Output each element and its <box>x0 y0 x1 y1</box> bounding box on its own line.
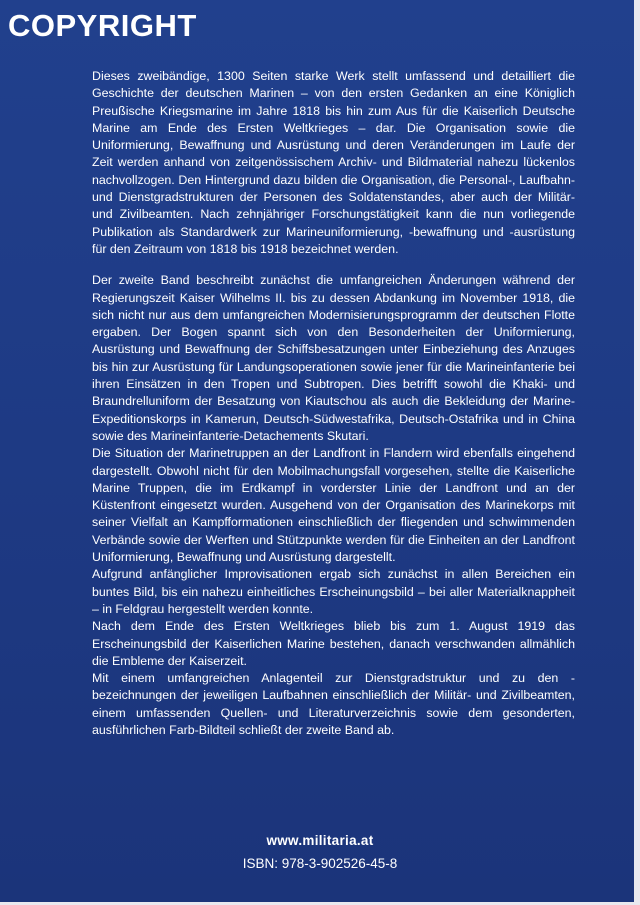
paragraph-post-war: Nach dem Ende des Ersten Weltkrieges blieb bis zum 1. August 1919 das Erscheinungsbild der Kaiserlichen Marine bestehen, danach verschwanden allmählich die Embleme der Kaiserzeit. <box>92 619 575 668</box>
paragraph-appendix: Mit einem umfangreichen Anlagenteil zur Dienstgradstruktur und zu den -bezeichnungen der jeweiligen Laufbahnen einschließlich der Militär- und Zivilbeamten, einem umfassenden Quellen- und Literaturverzeichnis sowie dem gesonderten, ausführlichen Farb-Bildteil schließt der zweite Band ab. <box>92 671 575 737</box>
page-edge-right <box>634 0 640 905</box>
paragraph-improvisation: Aufgrund anfänglicher Improvisationen ergab sich zunächst in allen Bereichen ein buntes Bild, bis ein nahezu einheitliches Erscheinungsbild – bei aller Materialknappheit – in Feldgrau hergestellt werden konnte. <box>92 567 575 616</box>
paragraph-intro: Dieses zweibändige, 1300 Seiten starke Werk stellt umfassend und detailliert die Geschichte der deutschen Marinen – von den ersten Gedanken an eine Königlich Preußische Kriegsmarine im Jahre 1818 bis hin zum Aus für die Kaiserlich Deutsche Marine am Ende des Ersten Weltkrieges – dar. Die Organisation sowie die Uniformierung, Bewaffnung und Ausrüstung und deren Veränderungen im Laufe der Zeit werden anhand von zeitgenössischem Archiv- und Bildmaterial nahezu lückenlos nachvollzogen. Den Hintergrund dazu bilden die Organisation, die Personal-, Laufbahn- und Dienstgradstrukturen der Personen des Soldatenstandes, aber auch der Militär- und Zivilbeamten. Nach zehnjähriger Forschungstätigkeit kann die nun vorliegende Publikation als Standardwerk zur Marineuniformierung, -bewaffnung und -ausrüstung für den Zeitraum von 1818 bis 1918 bezeichnet werden. <box>92 69 575 256</box>
copyright-watermark: COPYRIGHT <box>8 8 197 43</box>
paragraph-flanders: Die Situation der Marinetruppen an der Landfront in Flandern wird ebenfalls eingehend dargestellt. Obwohl nicht für den Mobilmachungsfall vorgesehen, stellte die Kaiserliche Marine Truppen, die im Erdkampf in vorderster Linie der Landfront und an der Küstenfront eingesetzt wurden. Ausgehend von der Organisation des Marinekorps mit seiner Vielfalt an Kampfformationen einschließlich der fliegenden und schwimmenden Verbände sowie der Werften und Stützpunkte werden für die Einheiten an der Landfront Uniformierung, Bewaffnung und Ausrüstung dargestellt. <box>92 446 575 565</box>
paragraph-volume-two: Der zweite Band beschreibt zunächst die umfangreichen Änderungen während der Regierungszeit Kaiser Wilhelms II. bis zu dessen Abdankung im November 1918, die sich nicht nur aus dem umfangreichen Modernisierungsprogramm der deutschen Flotte ergaben. Der Bogen spannt sich von den Besonderheiten der Uniformierung, Ausrüstung und Bewaffnung der Schiffsbesatzungen unter Einbeziehung des Anzuges bis hin zur Ausrüstung für Landungsoperationen sowie jener für die Marineinfanterie bei ihren Einsätzen in den Tropen und Subtropen. Dies betrifft sowohl die Khaki- und Braundrelluniform der Besatzung von Kiautschou als auch die Bekleidung der Marine-Expeditionskorps in Kamerun, Deutsch-Südwestafrika, Deutsch-Ostafrika und in China sowie des Marineinfanterie-Detachements Skutari. <box>92 273 575 443</box>
blurb-text <box>92 68 575 739</box>
isbn-number: ISBN: 978-3-902526-45-8 <box>242 856 398 871</box>
publisher-website: www.militaria.at <box>266 833 374 848</box>
